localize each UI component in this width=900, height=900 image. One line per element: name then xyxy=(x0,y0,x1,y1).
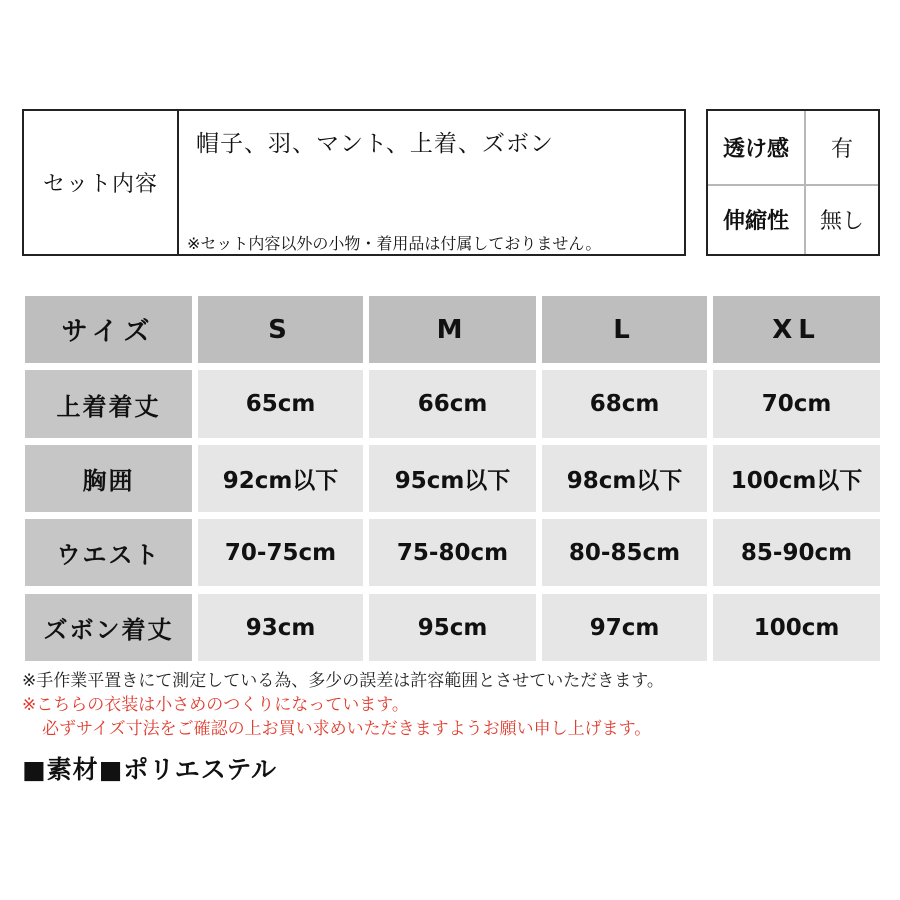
size-header-l: L xyxy=(542,296,707,363)
measurement-note: ※手作業平置きにて測定している為、多少の誤差は許容範囲とさせていただきます。 xyxy=(22,671,664,691)
table-cell: 98cm以下 xyxy=(542,445,707,512)
set-contents-box xyxy=(22,109,686,256)
table-cell: 92cm以下 xyxy=(198,445,363,512)
table-cell: 80-85cm xyxy=(542,519,707,586)
table-cell: 70-75cm xyxy=(198,519,363,586)
table-cell: 70cm xyxy=(713,370,880,438)
set-contents-items: 帽子、羽、マント、上着、ズボン xyxy=(196,131,554,157)
property-row-stretch xyxy=(708,184,878,254)
warning-note-line2: 必ずサイズ寸法をご確認の上お買い求めいただきますようお願い申し上げます。 xyxy=(42,719,652,739)
material-label: ■素材■ポリエステル xyxy=(22,755,277,784)
property-value: 無し xyxy=(819,208,864,234)
row-label-chest: 胸囲 xyxy=(25,445,192,512)
row-label-jacket-length: 上着着丈 xyxy=(25,370,192,438)
property-name: 伸縮性 xyxy=(708,184,806,254)
table-cell: 95cm xyxy=(369,594,536,661)
size-header-m: M xyxy=(369,296,536,363)
warning-note-line1: ※こちらの衣装は小さめのつくりになっています。 xyxy=(22,695,409,715)
row-label-waist: ウエスト xyxy=(25,519,192,586)
table-cell: 100cm xyxy=(713,594,880,661)
table-cell: 66cm xyxy=(369,370,536,438)
property-name: 透け感 xyxy=(708,111,806,184)
size-header-s: S xyxy=(198,296,363,363)
set-contents-note: ※セット内容以外の小物・着用品は付属しておりません。 xyxy=(187,234,602,253)
set-contents-label: セット内容 xyxy=(24,111,179,254)
table-cell: 65cm xyxy=(198,370,363,438)
row-label-pants-length: ズボン着丈 xyxy=(25,594,192,661)
size-header-label: サイズ xyxy=(25,296,192,363)
size-header-xl: XL xyxy=(713,296,880,363)
table-cell: 75-80cm xyxy=(369,519,536,586)
property-value: 有 xyxy=(830,137,853,162)
table-cell: 85-90cm xyxy=(713,519,880,586)
table-cell: 95cm以下 xyxy=(369,445,536,512)
property-row-sheer xyxy=(708,111,878,186)
table-cell: 93cm xyxy=(198,594,363,661)
table-cell: 68cm xyxy=(542,370,707,438)
properties-table xyxy=(706,109,880,256)
table-cell: 97cm xyxy=(542,594,707,661)
table-cell: 100cm以下 xyxy=(713,445,880,512)
